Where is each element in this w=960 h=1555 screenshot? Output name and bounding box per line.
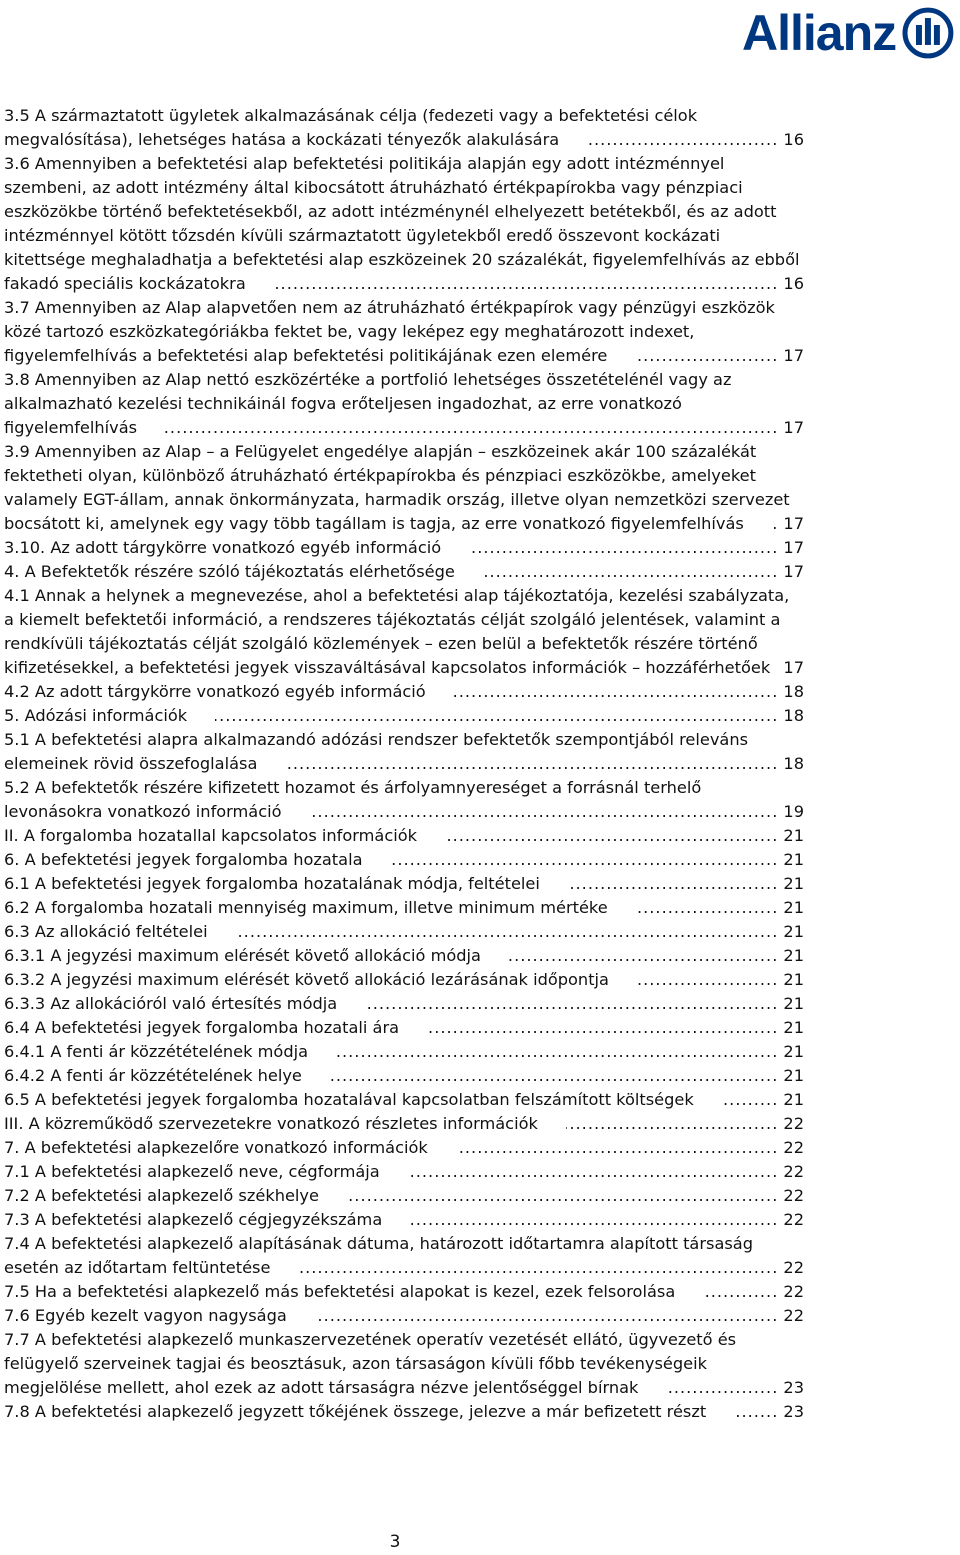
toc-entry-page: 21 bbox=[779, 944, 804, 968]
toc-entry-page: 17 bbox=[779, 560, 804, 584]
toc-entry-title: 3.5 A származtatott ügyletek alkalmazásának célja (fedezeti vagy a befektetési célok megvalósítása), lehetséges hatása a kockázati tényezők alakulására bbox=[4, 106, 698, 149]
toc-entry-page: 17 bbox=[779, 512, 804, 536]
toc-entry-page: 17 bbox=[779, 536, 804, 560]
toc-entry-page: 23 bbox=[779, 1376, 804, 1400]
toc-entry-title: 7.8 A befektetési alapkezelő jegyzett tőkéjének összege, jelezve a már befizetett részt bbox=[4, 1402, 734, 1421]
toc-entry[interactable] bbox=[4, 1088, 804, 1112]
toc-entry-title: 6.4 A befektetési jegyek forgalomba hozatali ára bbox=[4, 1018, 427, 1037]
toc-entry-page: 22 bbox=[779, 1304, 804, 1328]
toc-entry[interactable] bbox=[4, 1160, 804, 1184]
toc-entry-page: 17 bbox=[779, 656, 804, 680]
toc-entry-page: 18 bbox=[779, 704, 804, 728]
toc-entry-title: 7.2 A befektetési alapkezelő székhelye bbox=[4, 1186, 347, 1205]
toc-entry[interactable] bbox=[4, 776, 804, 824]
toc-entry-title: 4. A Befektetők részére szóló tájékoztatás elérhetősége bbox=[4, 562, 483, 581]
toc-entry[interactable] bbox=[4, 992, 804, 1016]
toc-entry[interactable] bbox=[4, 896, 804, 920]
toc-entry-page: 18 bbox=[779, 752, 804, 776]
toc-entry[interactable] bbox=[4, 920, 804, 944]
toc-entry-page: 22 bbox=[779, 1280, 804, 1304]
toc-entry-page: 21 bbox=[779, 1040, 804, 1064]
toc-entry[interactable] bbox=[4, 368, 804, 440]
toc-entry-title: 4.1 Annak a helynek a megnevezése, ahol a befektetési alap tájékoztatója, kezelési szabályzata, a kiemelt befektetői információ, a rendszeres tájékoztatás célját szolgáló jelentések, valamint a rendkívüli tájékoztatás célját szolgáló közlemények – ezen belül a befektetők részére történő kifizetésekkel, a befektetési jegyek visszaváltásával kapcsolatos információk – hozzáférhetőek bbox=[4, 586, 798, 677]
toc-entry-page: 17 bbox=[779, 344, 804, 368]
toc-entry[interactable] bbox=[4, 848, 804, 872]
toc-entry-title: 3.10. Az adott tárgykörre vonatkozó egyéb információ bbox=[4, 538, 469, 557]
toc-entry-page: 21 bbox=[779, 1064, 804, 1088]
toc-entry-title: 6.2 A forgalomba hozatali mennyiség maximum, illetve minimum mértéke bbox=[4, 898, 636, 917]
toc-entry-title: 7.7 A befektetési alapkezelő munkaszervezetének operatív vezetését ellátó, ügyvezető és felügyelő szerveinek tagjai és beosztásuk, azon társaságon kívüli főbb tevékenységeik megjelölése mellett, ahol ezek az adott társaságra nézve jelentőséggel bírnak bbox=[4, 1330, 737, 1397]
toc-entry-page: 22 bbox=[779, 1112, 804, 1136]
toc-entry[interactable] bbox=[4, 1184, 804, 1208]
allianz-eagle-icon bbox=[902, 7, 954, 59]
toc-entry[interactable] bbox=[4, 1112, 804, 1136]
toc-entry[interactable] bbox=[4, 584, 804, 680]
toc-entry[interactable] bbox=[4, 1232, 804, 1280]
toc-entry-title: 6.3.1 A jegyzési maximum elérését követő allokáció módja bbox=[4, 946, 509, 965]
toc-entry[interactable] bbox=[4, 1328, 804, 1400]
toc-entry-page: 22 bbox=[779, 1256, 804, 1280]
toc-entry[interactable] bbox=[4, 152, 804, 296]
toc-entry[interactable] bbox=[4, 1400, 804, 1424]
toc-entry-title: 3.7 Amennyiben az Alap alapvetően nem az átruházható értékpapírok vagy pénzügyi eszközök közé tartozó eszközkategóriákba fektet be, vagy leképez egy meghatározott indexet, figyelemfelhívás a befektetési alap befektetési politikájának ezen elemére bbox=[4, 298, 775, 365]
toc-entry-title: 4.2 Az adott tárgykörre vonatkozó egyéb információ bbox=[4, 682, 454, 701]
toc-entry-title: 5.1 A befektetési alapra alkalmazandó adózási rendszer befektetők szempontjából releváns elemeinek rövid összefoglalása bbox=[4, 730, 749, 773]
toc-entry-title: 3.6 Amennyiben a befektetési alap befektetési politikája alapján egy adott intézménnyel szembeni, az adott intézmény által kibocsátott átruházható értékpapírokba vagy pénzpiaci eszközökbe történő befektetésekből, az adott intézménynél elhelyezett betétekből, és az adott intézménnyel kötött tőzsdén kívüli származtatott ügyletekből eredő összevont kockázati kitettsége meghaladhatja a befektetési alap eszközeinek 20 százalékát, figyelemfelhívás az ebből fakadó speciális kockázatokra bbox=[4, 154, 800, 293]
page-number: 3 bbox=[389, 1532, 401, 1552]
toc-entry-title: 6.5 A befektetési jegyek forgalomba hozatalával kapcsolatban felszámított költségek bbox=[4, 1090, 722, 1109]
toc-entry-title: 6.3 Az allokáció feltételei bbox=[4, 922, 236, 941]
toc-entry[interactable] bbox=[4, 944, 804, 968]
toc-entry-title: 3.8 Amennyiben az Alap nettó eszközértéke a portfolió lehetséges összetételénél vagy az alkalmazható kezelési technikáinál fogva erőteljesen ingadozhat, az erre vonatkozó figyelemfelhívás bbox=[4, 370, 732, 437]
toc-entry[interactable] bbox=[4, 104, 804, 152]
toc-entry-title: 7.5 Ha a befektetési alapkezelő más befektetési alapokat is kezel, ezek felsorolása bbox=[4, 1282, 703, 1301]
toc-entry[interactable] bbox=[4, 1304, 804, 1328]
toc-entry-page: 21 bbox=[779, 896, 804, 920]
toc-entry-page: 16 bbox=[779, 128, 804, 152]
toc-entry-page: 17 bbox=[779, 416, 804, 440]
toc-entry-page: 21 bbox=[779, 824, 804, 848]
toc-entry-title: II. A forgalomba hozatallal kapcsolatos információk bbox=[4, 826, 445, 845]
toc-entry[interactable] bbox=[4, 968, 804, 992]
allianz-logo bbox=[742, 4, 954, 62]
toc-entry[interactable] bbox=[4, 1064, 804, 1088]
toc-entry-page: 22 bbox=[779, 1160, 804, 1184]
toc-entry-title: 3.9 Amennyiben az Alap – a Felügyelet engedélye alapján – eszközeinek akár 100 százalékát fektetheti olyan, különböző átruházható értékpapírokba és pénzpiaci eszközökbe, amelyeket valamely EGT-állam, annak önkormányzata, harmadik ország, illetve olyan nemzetközi szervezet bocsátott ki, amelynek egy vagy több tagállam is tagja, az erre vonatkozó figyelemfelhívás bbox=[4, 442, 790, 533]
toc-entry-page: 21 bbox=[779, 872, 804, 896]
toc-entry-title: 6.1 A befektetési jegyek forgalomba hozatalának módja, feltételei bbox=[4, 874, 568, 893]
logo-text: Allianz bbox=[742, 5, 897, 61]
toc-entry-page: 21 bbox=[779, 1088, 804, 1112]
toc-entry-title: 6.4.2 A fenti ár közzétételének helye bbox=[4, 1066, 330, 1085]
toc-entry-page: 21 bbox=[779, 992, 804, 1016]
toc-entry-page: 21 bbox=[779, 1016, 804, 1040]
toc-entry-page: 16 bbox=[779, 272, 804, 296]
toc-entry-title: 5.2 A befektetők részére kifizetett hozamot és árfolyamnyereséget a forrásnál terhelő levonásokra vonatkozó információ bbox=[4, 778, 702, 821]
toc-entry-page: 22 bbox=[779, 1136, 804, 1160]
toc-entry-title: 7.6 Egyéb kezelt vagyon nagysága bbox=[4, 1306, 315, 1325]
toc-entry[interactable] bbox=[4, 1136, 804, 1160]
toc-entry[interactable] bbox=[4, 296, 804, 368]
toc-entry-title: 6.3.2 A jegyzési maximum elérését követő allokáció lezárásának időpontja bbox=[4, 970, 637, 989]
toc-entry[interactable] bbox=[4, 872, 804, 896]
toc-entry[interactable] bbox=[4, 1208, 804, 1232]
toc-entry-page: 18 bbox=[779, 680, 804, 704]
toc-entry-title: 6. A befektetési jegyek forgalomba hozatala bbox=[4, 850, 391, 869]
toc-entry-title: 6.3.3 Az allokációról való értesítés módja bbox=[4, 994, 365, 1013]
toc-entry-title: 7.1 A befektetési alapkezelő neve, cégformája bbox=[4, 1162, 408, 1181]
toc-entry-page: 21 bbox=[779, 848, 804, 872]
toc-entry-title: III. A közreműködő szervezetekre vonatkozó részletes információk bbox=[4, 1114, 566, 1133]
toc-entry[interactable] bbox=[4, 824, 804, 848]
toc-entry-title: 5. Adózási információk bbox=[4, 706, 215, 725]
toc-entry-title: 7. A befektetési alapkezelőre vonatkozó információk bbox=[4, 1138, 456, 1157]
toc-entry-page: 22 bbox=[779, 1184, 804, 1208]
toc-entry-page: 21 bbox=[779, 968, 804, 992]
toc-entry[interactable] bbox=[4, 440, 804, 536]
toc-entry-title: 7.3 A befektetési alapkezelő cégjegyzékszáma bbox=[4, 1210, 410, 1229]
toc-entry[interactable] bbox=[4, 1280, 804, 1304]
toc-entry[interactable] bbox=[4, 728, 804, 776]
toc-entry-page: 22 bbox=[779, 1208, 804, 1232]
toc-entry-title: 7.4 A befektetési alapkezelő alapításának dátuma, határozott időtartamra alapított társaság esetén az időtartam feltüntetése bbox=[4, 1234, 753, 1277]
toc-entry[interactable] bbox=[4, 704, 804, 728]
toc-entry[interactable] bbox=[4, 680, 804, 704]
toc-entry-page: 21 bbox=[779, 920, 804, 944]
toc-entry-title: 6.4.1 A fenti ár közzétételének módja bbox=[4, 1042, 336, 1061]
toc-entry[interactable] bbox=[4, 1040, 804, 1064]
toc-entry[interactable] bbox=[4, 1016, 804, 1040]
table-of-contents bbox=[4, 104, 804, 1424]
toc-entry[interactable] bbox=[4, 560, 804, 584]
toc-entry-page: 19 bbox=[779, 800, 804, 824]
toc-entry-page: 23 bbox=[779, 1400, 804, 1424]
toc-entry[interactable] bbox=[4, 536, 804, 560]
